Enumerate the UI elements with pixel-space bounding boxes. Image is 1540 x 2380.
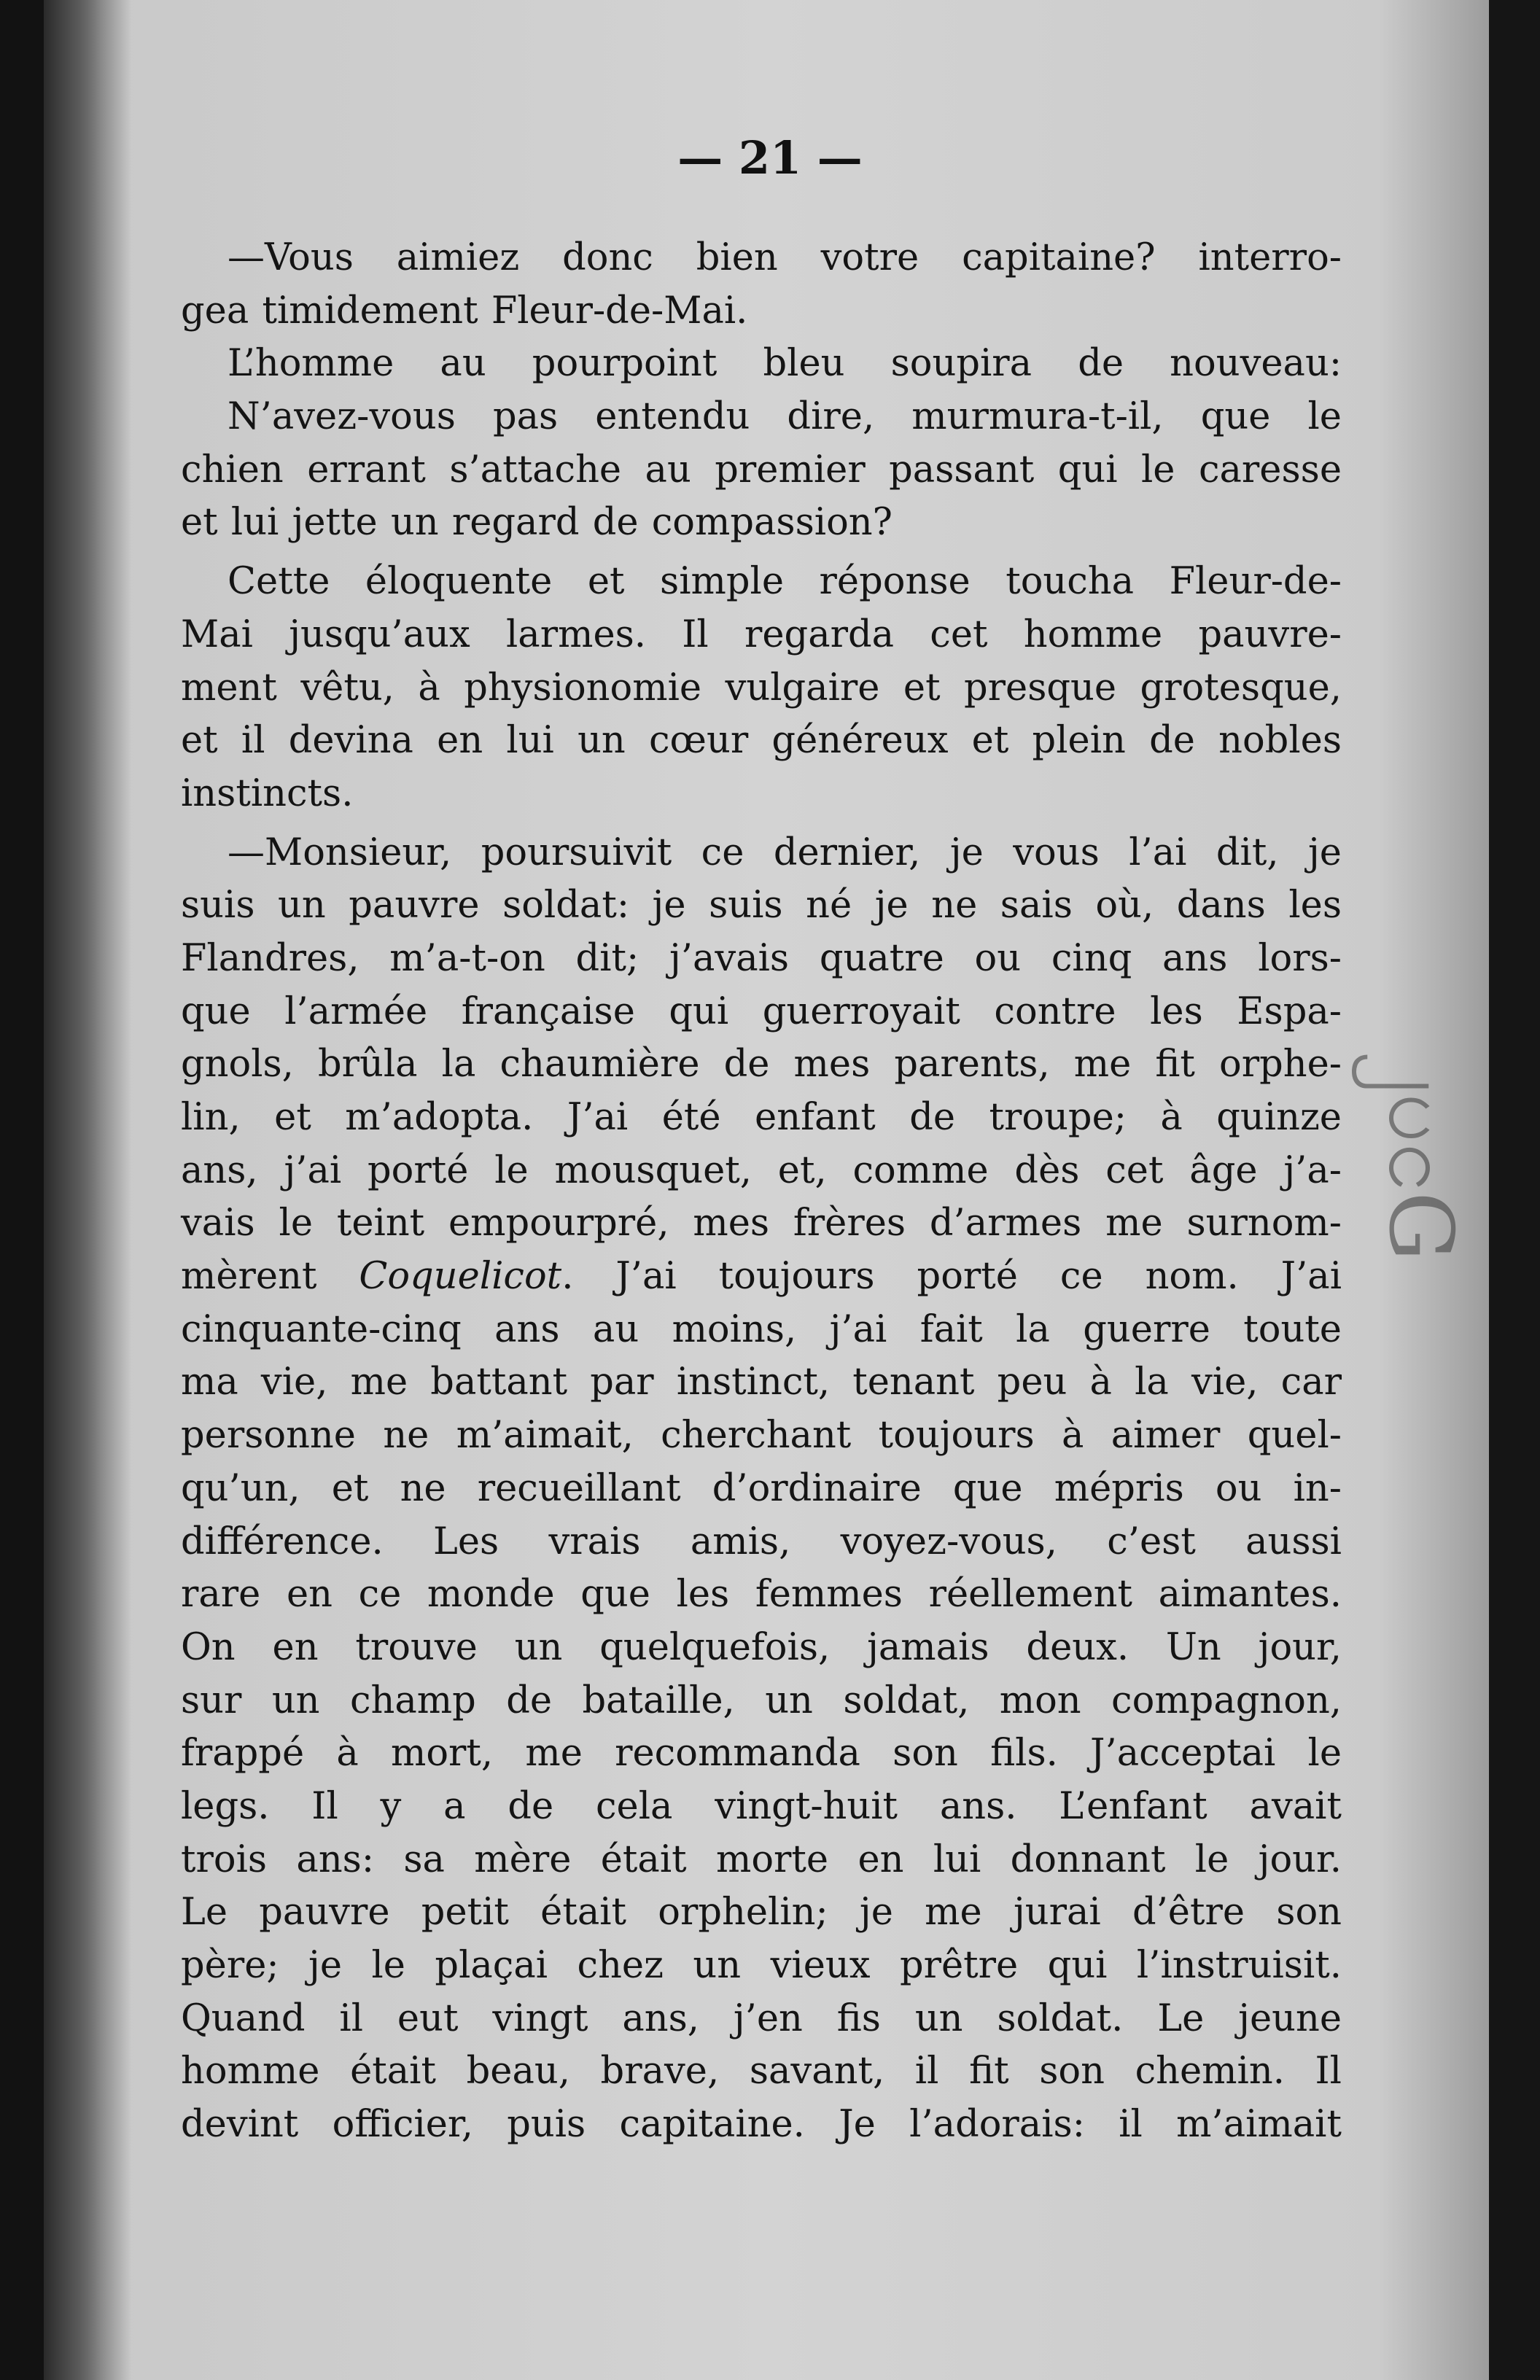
- text-line: et il devina en lui un cœur généreux et plein de nobles: [181, 719, 1342, 763]
- text-line: ma vie, me battant par instinct, tenant peu à la vie, car: [181, 1361, 1342, 1404]
- text-line: instincts.: [181, 771, 354, 815]
- body-text: [181, 232, 1342, 2152]
- text-line: frappé à mort, me recommanda son fils. J’acceptai le: [181, 1732, 1342, 1776]
- text-line: Le pauvre petit était orphelin; je me jurai d’être son: [181, 1891, 1342, 1934]
- text-line: [181, 1251, 1342, 1304]
- page-number: — 21 —: [677, 131, 863, 184]
- text-line: —Monsieur, poursuivit ce dernier, je vous l’ai dit, je: [228, 831, 1342, 874]
- text-fragment: . J’ai toujours porté ce nom. J’ai: [561, 1255, 1342, 1299]
- text-line: qu’un, et ne recueillant d’ordinaire que mépris ou in-: [181, 1466, 1342, 1510]
- text-line: vais le teint empourpré, mes frères d’armes me surnom-: [181, 1202, 1342, 1245]
- text-line: Quand il eut vingt ans, j’en fis un soldat. Le jeune: [181, 1996, 1342, 2040]
- text-line: gea timidement Fleur-de-Mai.: [181, 289, 748, 332]
- text-line: personne ne m’aimait, cherchant toujours à aimer quel-: [181, 1414, 1342, 1458]
- text-line: sur un champ de bataille, un soldat, mon compagnon,: [181, 1679, 1342, 1722]
- text-fragment: mèrent: [181, 1255, 359, 1299]
- scan-border: [1489, 0, 1540, 2380]
- text-line: gnols, brûla la chaumière de mes parents, me fit orphe-: [181, 1043, 1342, 1086]
- text-line: trois ans: sa mère était morte en lui donnant le jour.: [181, 1838, 1342, 1881]
- text-line: et lui jette un regard de compassion?: [181, 501, 892, 545]
- text-line: père; je le plaçai chez un vieux prêtre qui l’instruisit.: [181, 1944, 1342, 1987]
- italic-name: Coquelicot: [359, 1255, 562, 1299]
- text-line: Cette éloquente et simple réponse toucha Fleur-de-: [228, 560, 1342, 604]
- text-line: —Vous aimiez donc bien votre capitaine? interro-: [228, 236, 1342, 279]
- text-line: legs. Il y a de cela vingt-huit ans. L’enfant avait: [181, 1784, 1342, 1828]
- text-line: différence. Les vrais amis, voyez-vous, c’est aussi: [181, 1520, 1342, 1563]
- text-line: cinquante-cinq ans au moins, j’ai fait la guerre toute: [181, 1307, 1342, 1351]
- text-line: ment vêtu, à physionomie vulgaire et presque grotesque,: [181, 666, 1342, 709]
- text-line: homme était beau, brave, savant, il fit son chemin. Il: [181, 2050, 1342, 2093]
- text-line: rare en ce monde que les femmes réellement aimantes.: [181, 1573, 1342, 1617]
- text-line: lin, et m’adopta. J’ai été enfant de troupe; à quinze: [181, 1096, 1342, 1139]
- text-line: devint officier, puis capitaine. Je l’adorais: il m’aimait: [181, 2103, 1342, 2147]
- text-line: On en trouve un quelquefois, jamais deux. Un jour,: [181, 1625, 1342, 1669]
- text-line: que l’armée française qui guerroyait contre les Espa-: [181, 989, 1342, 1033]
- text-line: ans, j’ai porté le mousquet, et, comme dès cet âge j’a-: [181, 1148, 1342, 1192]
- bleed-through-text: [1423, 1050, 1474, 1560]
- text-line: L’homme au pourpoint bleu soupira de nouveau:: [228, 342, 1342, 386]
- text-line: N’avez-vous pas entendu dire, murmura-t-il, que le: [228, 395, 1342, 439]
- text-line: chien errant s’attache au premier passant qui le caresse: [181, 448, 1342, 491]
- binding-shadow: [44, 0, 131, 2380]
- text-line: Mai jusqu’aux larmes. Il regarda cet homme pauvre-: [181, 612, 1342, 656]
- text-line: Flandres, m’a-t-on dit; j’avais quatre ou cinq ans lors-: [181, 936, 1342, 980]
- text-line: suis un pauvre soldat: je suis né je ne sais où, dans les: [181, 884, 1342, 928]
